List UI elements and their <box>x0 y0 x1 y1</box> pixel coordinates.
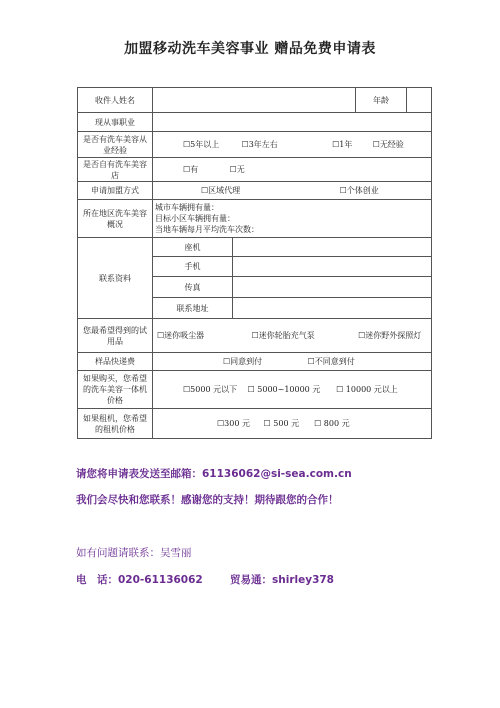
own-shop-label: 是否自有洗车美容店 <box>78 158 153 182</box>
rent-options <box>153 409 432 439</box>
contact-landline-field[interactable] <box>233 238 432 257</box>
contact-mobile-label: 手机 <box>153 257 233 277</box>
own-shop-options <box>153 158 432 182</box>
join-mode-label: 申请加盟方式 <box>78 182 153 200</box>
own-shop-option-no[interactable]: ☐无 <box>229 165 245 174</box>
local-market-line-wash-frequency: 当地车辆每月平均洗车次数： <box>155 225 259 234</box>
row-recipient <box>78 88 432 113</box>
row-sample <box>78 319 432 353</box>
contact-mobile-field[interactable] <box>233 257 432 277</box>
footer-email-line: 请您将申请表发送至邮箱：61136062@si-sea.com.cn <box>76 468 352 480</box>
row-occupation <box>78 113 432 132</box>
contact-address-field[interactable] <box>233 298 432 319</box>
local-market-label: 所在地区洗车美容概况 <box>78 200 153 238</box>
rent-option-800[interactable]: ☐ 800 元 <box>314 419 350 428</box>
sample-option-searchlight[interactable]: ☐迷你野外探照灯 <box>358 331 422 340</box>
footer-thanks-line: 我们会尽快和您联系！感谢您的支持！期待跟您的合作！ <box>76 494 339 506</box>
local-market-line-city-cars: 城市车辆拥有量： <box>155 203 219 212</box>
row-own-shop <box>78 158 432 182</box>
sample-option-vacuum[interactable]: ☐迷你吸尘器 <box>157 331 205 340</box>
experience-option-5y[interactable]: ☐5年以上 <box>183 140 220 149</box>
purchase-options <box>153 371 432 409</box>
row-rent <box>78 409 432 439</box>
express-label: 样品快递费 <box>78 353 153 371</box>
express-options <box>153 353 432 371</box>
rent-option-500[interactable]: ☐ 500 元 <box>263 419 300 428</box>
join-mode-option-individual[interactable]: ☐个体创业 <box>339 186 379 195</box>
local-market-info[interactable] <box>153 200 432 238</box>
join-mode-option-regional[interactable]: ☐区域代理 <box>201 186 241 195</box>
rent-label: 如果租机，您希望的租机价格 <box>78 409 153 439</box>
sample-label: 您最希望得到的试用品 <box>78 319 153 353</box>
experience-option-1y[interactable]: ☐1年 <box>332 140 353 149</box>
contact-address-label: 联系地址 <box>153 298 233 319</box>
purchase-option-over-10000[interactable]: ☐ 10000 元以上 <box>336 385 398 394</box>
footer-phone: 电 话：020-61136062 <box>76 574 203 586</box>
sample-option-pump[interactable]: ☐迷你轮胎充气泵 <box>251 331 315 340</box>
own-shop-option-yes[interactable]: ☐有 <box>183 165 199 174</box>
occupation-label: 现从事职业 <box>78 113 153 132</box>
contact-fax-field[interactable] <box>233 277 432 298</box>
join-mode-options <box>153 182 432 200</box>
row-purchase <box>78 371 432 409</box>
footer-trade-id: 贸易通：shirley378 <box>230 574 334 586</box>
age-label: 年龄 <box>356 88 407 112</box>
age-cell <box>356 88 432 113</box>
contact-label: 联系资料 <box>78 238 153 319</box>
row-experience <box>78 132 432 158</box>
experience-option-3y[interactable]: ☐3年左右 <box>241 140 278 149</box>
express-option-disagree[interactable]: ☐不同意到付 <box>307 357 355 366</box>
page-title: 加盟移动洗车美容事业 赠品免费申请表 <box>124 41 376 57</box>
rent-option-300[interactable]: ☐300 元 <box>217 419 250 428</box>
recipient-name-label: 收件人姓名 <box>78 88 153 113</box>
row-join-mode <box>78 182 432 200</box>
recipient-name-field[interactable] <box>153 88 356 113</box>
purchase-option-under-5000[interactable]: ☐5000 元以下 <box>183 385 238 394</box>
experience-options <box>153 132 432 158</box>
purchase-option-5000-10000[interactable]: ☐ 5000~10000 元 <box>247 385 321 394</box>
sample-options <box>153 319 432 353</box>
footer-contact-person: 如有问题请联系：吴雪丽 <box>76 547 192 559</box>
row-contact-landline <box>78 238 432 257</box>
age-field[interactable] <box>407 88 431 112</box>
purchase-label: 如果购买，您希望的洗车美容一体机价格 <box>78 371 153 409</box>
experience-option-none[interactable]: ☐无经验 <box>372 140 404 149</box>
application-form-table <box>77 87 432 439</box>
local-market-line-community-cars: 目标小区车辆拥有量： <box>155 214 235 223</box>
experience-label: 是否有洗车美容从业经验 <box>78 132 153 158</box>
occupation-field[interactable] <box>153 113 432 132</box>
row-local-market <box>78 200 432 238</box>
express-option-agree[interactable]: ☐同意到付 <box>223 357 263 366</box>
row-express <box>78 353 432 371</box>
contact-fax-label: 传真 <box>153 277 233 298</box>
contact-landline-label: 座机 <box>153 238 233 257</box>
